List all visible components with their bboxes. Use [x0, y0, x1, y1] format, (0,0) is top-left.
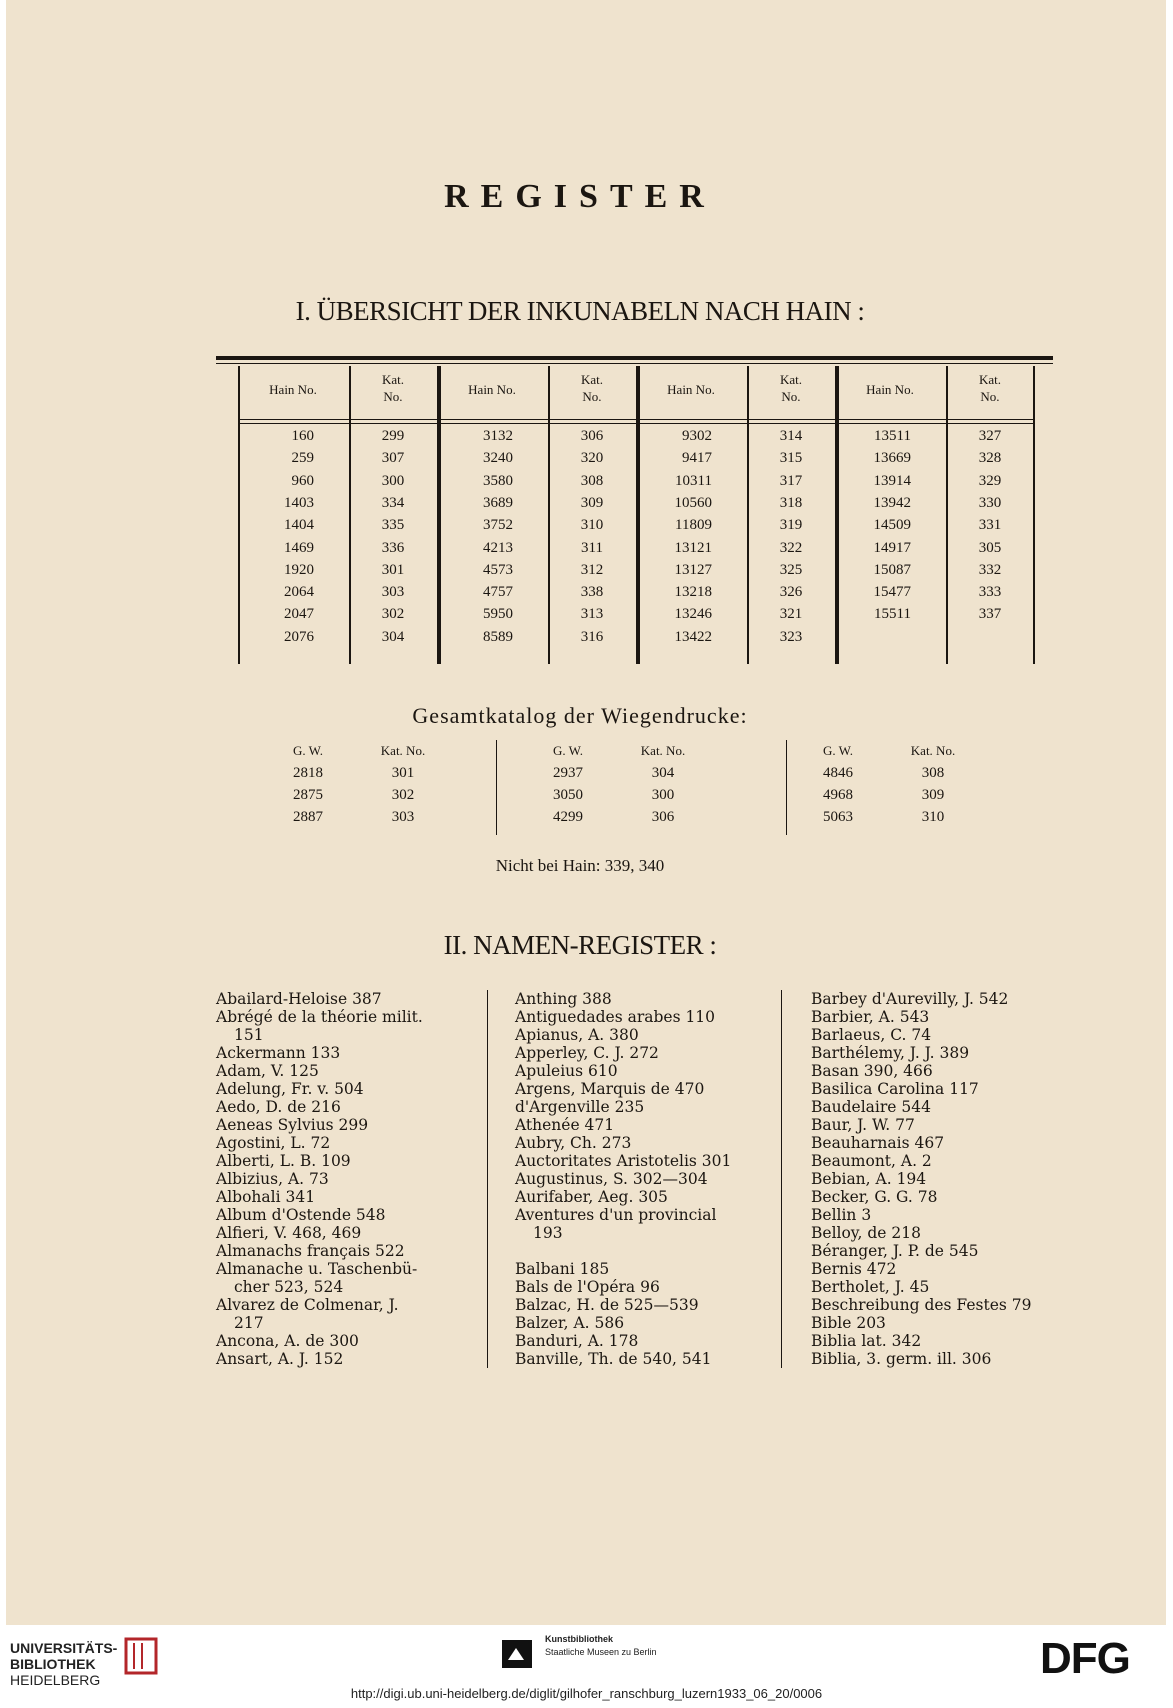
name-divider-2 [781, 990, 782, 1368]
name-entry: Belloy, de 218 [811, 1224, 921, 1242]
kat-number: 327 [978, 428, 1002, 444]
name-entry: Apianus, A. 380 [515, 1026, 639, 1044]
hain-number: 4213 [483, 539, 513, 556]
kat-number: 331 [978, 517, 1002, 534]
kat-number: 332 [978, 561, 1002, 578]
hain-number: 2047 [284, 606, 314, 623]
gk-kat-number: 304 [651, 765, 675, 781]
name-entry: 217 [234, 1314, 264, 1332]
kat-number: 312 [580, 561, 604, 578]
name-register-column-2 [515, 990, 775, 1368]
kat-number: 322 [779, 539, 803, 556]
name-entry: Apperley, C. J. 272 [515, 1044, 659, 1062]
name-entry: Barbier, A. 543 [811, 1008, 930, 1026]
name-entry: Abailard-Heloise 387 [216, 990, 382, 1008]
name-register-column-1 [216, 990, 481, 1368]
name-register-column-3 [811, 990, 1111, 1368]
kat-number: 337 [978, 606, 1002, 623]
kat-number: 309 [580, 494, 604, 511]
name-entry: Basilica Carolina 117 [811, 1080, 979, 1098]
name-entry: Beschreibung des Festes 79 [811, 1296, 1032, 1314]
hain-number: 4757 [483, 584, 513, 601]
name-entry: Bellin 3 [811, 1206, 872, 1224]
hain-number: 13669 [873, 450, 911, 467]
hain-number: 4573 [483, 561, 513, 578]
name-entry: Aventures d'un provincial [515, 1206, 717, 1224]
hain-number: 13511 [874, 428, 911, 444]
name-divider-1 [487, 990, 488, 1368]
hain-number: 15477 [873, 584, 911, 601]
kat-number: 299 [381, 428, 405, 444]
name-entry: Biblia lat. 342 [811, 1332, 922, 1350]
name-entry: Bebian, A. 194 [811, 1170, 927, 1188]
hain-number: 13422 [674, 628, 712, 645]
hain-number: 1403 [284, 494, 314, 511]
gk-kat-number: 310 [921, 809, 945, 825]
gk-divider-1 [496, 740, 497, 835]
name-entry: Almanache u. Taschenbü- [216, 1260, 418, 1278]
gw-number: 4299 [553, 809, 583, 825]
name-entry: Album d'Ostende 548 [216, 1206, 386, 1224]
kat-number: 302 [381, 606, 405, 623]
name-entry: Antiguedades arabes 110 [515, 1008, 716, 1026]
name-entry: Beaumont, A. 2 [811, 1152, 932, 1170]
hain-number: 13218 [674, 584, 712, 601]
gw-number: 2937 [553, 765, 583, 781]
kat-number: 306 [580, 428, 604, 444]
page-title: REGISTER [444, 178, 716, 215]
gk-kat-header: Kat. No. [910, 743, 956, 758]
ub-logo-line-3: HEIDELBERG [10, 1672, 101, 1688]
ub-heidelberg-logo[interactable] [10, 1640, 117, 1688]
name-entry: Barlaeus, C. 74 [811, 1026, 932, 1044]
hain-number: 13942 [873, 494, 911, 511]
name-entry: Almanachs français 522 [216, 1242, 405, 1260]
hain-number: 2064 [284, 584, 314, 601]
kat-header-line-2: No. [582, 389, 602, 404]
name-entry: 151 [234, 1026, 264, 1044]
gw-header: G. W. [823, 743, 853, 758]
name-entry: Banduri, A. 178 [515, 1332, 639, 1350]
name-entry: Alvarez de Colmenar, J. [216, 1296, 399, 1314]
table-top-rule-thin [216, 363, 1053, 364]
name-entry: Aurifaber, Aeg. 305 [515, 1188, 668, 1206]
name-entry: Argens, Marquis de 470 [515, 1080, 705, 1098]
kunstbibliothek-logo[interactable] [545, 1633, 657, 1659]
hain-number: 2076 [284, 628, 314, 645]
kat-number: 317 [779, 472, 803, 489]
name-entry: Abrégé de la théorie milit. [216, 1008, 423, 1026]
name-entry: Bible 203 [811, 1314, 886, 1332]
gw-number: 2887 [293, 809, 323, 825]
name-entry: Biblia, 3. germ. ill. 306 [811, 1350, 992, 1368]
kat-number: 319 [779, 517, 803, 534]
hain-number: 3689 [483, 494, 513, 511]
hain-number: 5950 [483, 606, 513, 623]
gw-number: 2875 [293, 787, 323, 803]
name-entry: Augustinus, S. 302—304 [515, 1170, 708, 1188]
gk-kat-number: 306 [651, 809, 675, 825]
hain-header: Hain No. [667, 382, 715, 397]
hain-number: 8589 [483, 628, 513, 645]
name-entry [515, 1242, 775, 1260]
hain-number: 11809 [675, 517, 712, 534]
name-entry: Albohali 341 [216, 1188, 316, 1206]
hain-number: 14917 [873, 539, 911, 556]
kat-number: 313 [580, 606, 604, 623]
kat-number: 333 [978, 584, 1002, 601]
kat-number: 316 [580, 628, 604, 645]
name-entry: Aedo, D. de 216 [216, 1098, 341, 1116]
name-entry: Baur, J. W. 77 [811, 1116, 915, 1134]
gw-number: 5063 [823, 809, 853, 825]
name-entry: Alberti, L. B. 109 [216, 1152, 351, 1170]
name-entry: Barbey d'Aurevilly, J. 542 [811, 990, 1009, 1008]
hain-number: 9302 [682, 428, 712, 444]
name-entry: 193 [533, 1224, 563, 1242]
hain-number: 1469 [284, 539, 314, 556]
gw-header: G. W. [553, 743, 583, 758]
table-top-rule-thick [216, 356, 1053, 360]
hain-number: 10560 [674, 494, 712, 511]
name-entry: Beauharnais 467 [811, 1134, 945, 1152]
gesamtkatalog-title: Gesamtkatalog der Wiegendrucke: [412, 703, 748, 728]
page-url-link[interactable]: http://digi.ub.uni-heidelberg.de/diglit/gilhofer_ranschburg_luzern1933_06_20/0006 [350, 1686, 823, 1701]
section-2-heading: II. NAMEN-REGISTER : [443, 930, 717, 960]
name-entry: d'Argenville 235 [515, 1098, 645, 1116]
name-entry: Albizius, A. 73 [216, 1170, 329, 1188]
kat-header-line-2: No. [781, 389, 801, 404]
kat-number: 311 [581, 539, 603, 556]
kat-number: 310 [580, 517, 604, 534]
hain-number: 160 [291, 428, 314, 444]
name-entry: Athenée 471 [515, 1116, 615, 1134]
hain-number: 259 [291, 450, 314, 467]
gk-kat-header: Kat. No. [380, 743, 426, 758]
hain-number: 3580 [483, 472, 513, 489]
hain-number: 3752 [483, 517, 513, 534]
hain-number: 13127 [674, 561, 712, 578]
kat-number: 300 [381, 472, 405, 489]
gw-number: 4968 [823, 787, 853, 803]
name-entry: Agostini, L. 72 [216, 1134, 331, 1152]
name-entry: Balzac, H. de 525—539 [515, 1296, 699, 1314]
kat-number: 328 [978, 450, 1002, 467]
kunstbibliothek-emblem-icon [500, 1638, 534, 1670]
name-entry: Bals de l'Opéra 96 [515, 1278, 660, 1296]
kat-number: 338 [580, 584, 604, 601]
hain-number: 13246 [674, 606, 712, 623]
kat-header-line-1: Kat. [580, 372, 604, 387]
gk-kat-number: 309 [921, 787, 945, 803]
kat-number: 320 [580, 450, 604, 467]
hain-number: 960 [291, 472, 314, 489]
hain-number: 3132 [483, 428, 513, 444]
dfg-logo[interactable]: DFG [1040, 1634, 1130, 1683]
gw-header: G. W. [293, 743, 323, 758]
name-entry: Alfieri, V. 468, 469 [216, 1224, 362, 1242]
gk-kat-number: 308 [921, 765, 945, 781]
hain-header: Hain No. [269, 382, 317, 397]
kat-number: 321 [779, 606, 803, 623]
name-entry: Balbani 185 [515, 1260, 610, 1278]
gk-kat-number: 301 [391, 765, 415, 781]
hain-number: 3240 [483, 450, 513, 467]
kat-number: 323 [779, 628, 803, 645]
gw-number: 3050 [553, 787, 583, 803]
name-entry: Basan 390, 466 [811, 1062, 933, 1080]
gw-number: 2818 [293, 765, 323, 781]
hain-number: 10311 [675, 472, 712, 489]
name-entry: Balzer, A. 586 [515, 1314, 625, 1332]
ub-logo-line-1: UNIVERSITÄTS- [10, 1640, 118, 1656]
kat-header-line-2: No. [383, 389, 403, 404]
gk-divider-2 [786, 740, 787, 835]
hain-number: 1920 [284, 561, 314, 578]
kat-number: 304 [381, 628, 405, 645]
kat-number: 308 [580, 472, 604, 489]
kat-header-line-1: Kat. [381, 372, 405, 387]
hain-number: 1404 [284, 517, 314, 534]
hain-header: Hain No. [866, 382, 914, 397]
name-entry: Bertholet, J. 45 [811, 1278, 930, 1296]
kat-number: 336 [381, 539, 405, 556]
hain-number: 14509 [873, 517, 911, 534]
gk-kat-number: 300 [651, 787, 675, 803]
name-entry: cher 523, 524 [234, 1278, 344, 1296]
gw-number: 4846 [823, 765, 853, 781]
section-1-heading: I. ÜBERSICHT DER INKUNABELN NACH HAIN : [295, 296, 865, 326]
name-entry: Adam, V. 125 [216, 1062, 319, 1080]
kat-number: 314 [779, 428, 803, 444]
kb-line-2: Staatliche Museen zu Berlin [545, 1647, 657, 1657]
hain-number: 13914 [873, 472, 911, 489]
kb-line-1: Kunstbibliothek [545, 1634, 613, 1644]
kat-number: 329 [978, 472, 1002, 489]
name-entry: Auctoritates Aristotelis 301 [515, 1152, 732, 1170]
kat-header-line-1: Kat. [978, 372, 1002, 387]
name-entry: Apuleius 610 [515, 1062, 618, 1080]
name-entry: Barthélemy, J. J. 389 [811, 1044, 970, 1062]
ub-logo-line-2: BIBLIOTHEK [10, 1656, 96, 1672]
hain-number: 13121 [674, 539, 712, 556]
name-entry: Adelung, Fr. v. 504 [216, 1080, 364, 1098]
name-entry: Baudelaire 544 [811, 1098, 931, 1116]
kat-number: 303 [381, 584, 405, 601]
kat-number: 330 [978, 494, 1002, 511]
kat-number: 318 [779, 494, 803, 511]
name-entry: Ancona, A. de 300 [216, 1332, 359, 1350]
gk-kat-number: 303 [391, 809, 415, 825]
hain-number: 9417 [682, 450, 712, 467]
hain-number: 15087 [873, 561, 911, 578]
kat-number: 305 [978, 539, 1002, 556]
name-entry: Béranger, J. P. de 545 [811, 1242, 979, 1260]
kat-number: 307 [381, 450, 405, 467]
name-entry: Banville, Th. de 540, 541 [515, 1350, 712, 1368]
name-entry: Ackermann 133 [216, 1044, 341, 1062]
kat-header-line-1: Kat. [779, 372, 803, 387]
kat-number: 325 [779, 561, 803, 578]
gk-kat-header: Kat. No. [640, 743, 686, 758]
name-entry: Aubry, Ch. 273 [515, 1134, 632, 1152]
hain-number: 15511 [874, 606, 911, 623]
kat-number: 334 [381, 494, 405, 511]
gk-kat-number: 302 [391, 787, 415, 803]
name-entry: Ansart, A. J. 152 [216, 1350, 344, 1368]
nicht-bei-hain: Nicht bei Hain: 339, 340 [495, 856, 665, 875]
hain-header: Hain No. [468, 382, 516, 397]
kat-header-line-2: No. [980, 389, 1000, 404]
name-entry: Bernis 472 [811, 1260, 897, 1278]
name-entry: Becker, G. G. 78 [811, 1188, 938, 1206]
name-entry: Anthing 388 [515, 990, 612, 1008]
name-entry: Aeneas Sylvius 299 [216, 1116, 369, 1134]
kat-number: 301 [381, 561, 405, 578]
kat-number: 326 [779, 584, 803, 601]
kat-number: 315 [779, 450, 803, 467]
ub-emblem-icon [120, 1633, 166, 1679]
kat-number: 335 [381, 517, 405, 534]
